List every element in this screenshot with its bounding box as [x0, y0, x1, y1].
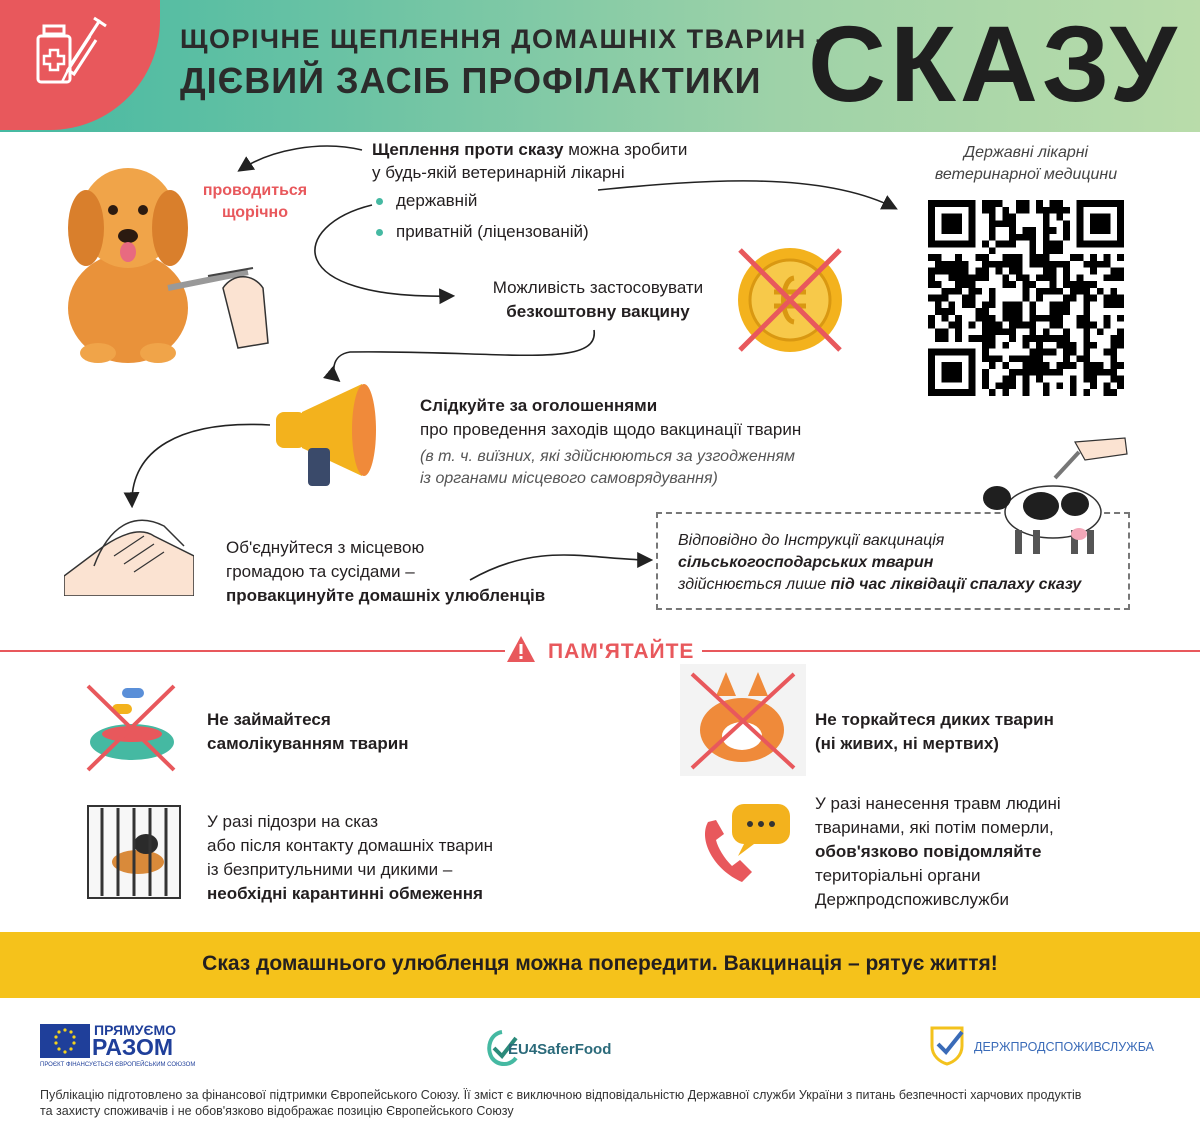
eu-flag-icon — [40, 1024, 90, 1058]
cow-illustration — [975, 434, 1135, 559]
qr-caption — [900, 142, 1152, 186]
community-line2: громадою та сусідами – — [226, 562, 415, 581]
tip-report-line1: У разі нанесення травм людині — [815, 794, 1061, 813]
tip-report-line5: Держпродспоживслужби — [815, 890, 1010, 909]
announcements-note1: (в т. ч. виїзних, які здійснюються за узгодженням — [420, 448, 795, 465]
free-vaccine-line1: Можливість застосовувати — [492, 278, 704, 297]
bullet-dot — [376, 229, 383, 236]
eu-logo-line2: РАЗОМ — [92, 1034, 174, 1060]
qr-caption-line2: ветеринарної медицини — [934, 166, 1118, 183]
free-vaccine-line2: безкоштовну вакцину — [506, 302, 690, 321]
dog-note — [190, 180, 320, 224]
tip-wild-line1: Не торкайтеся диких тварин — [815, 710, 1054, 729]
clinics-intro-rest: можна зробити — [563, 140, 688, 159]
warning-icon — [505, 634, 537, 664]
announcements-note2: із органами місцевого самоврядування) — [420, 470, 718, 487]
tip-self-treat — [207, 708, 408, 756]
announcements — [420, 394, 801, 442]
dps-shield-icon — [928, 1024, 966, 1066]
caged-dog-icon — [86, 804, 182, 900]
slogan-text: Сказ домашнього улюбленця можна попередити. Вакцинація – рятує життя! — [202, 952, 998, 975]
eu4saferfood-logo: EU4SaferFood — [508, 1041, 612, 1058]
clinics-intro-bold: Щеплення проти сказу — [372, 140, 564, 159]
tip-report-line4: територіальні органи — [815, 866, 981, 885]
header-title-line2: ДІЄВИЙ ЗАСІБ ПРОФІЛАКТИКИ — [180, 60, 762, 101]
dog-note-line2: щорічно — [221, 204, 288, 221]
tip-self-treat-line2: самолікуванням тварин — [207, 734, 409, 753]
dog-note-line1: проводиться — [202, 182, 308, 199]
tip-wild — [815, 708, 1054, 756]
tip-wild-line2: (ні живих, ні мертвих) — [815, 734, 999, 753]
livestock-line3a: здійснюється лише — [678, 576, 831, 593]
remember-title: ПАМ'ЯТАЙТЕ — [548, 640, 695, 663]
crossed-fox-icon — [680, 664, 806, 776]
tip-quarantine-line4: необхідні карантинні обмеження — [207, 884, 483, 903]
announcements-note — [420, 446, 795, 490]
header-title-line1: ЩОРІЧНЕ ЩЕПЛЕННЯ ДОМАШНІХ ТВАРИН – — [180, 24, 833, 54]
disclaimer-line2: та захисту споживачів і не обов'язково відображає позицію Європейського Союзу — [40, 1104, 514, 1118]
divider-left — [0, 650, 505, 652]
clinics-intro — [372, 138, 687, 162]
tip-report — [815, 792, 1061, 912]
crossed-coin-icon — [730, 240, 850, 360]
clinics-intro-line2: у будь-якій ветеринарній лікарні — [372, 163, 625, 182]
slogan-band — [0, 932, 1200, 998]
clinics-bullet1: державній — [396, 191, 478, 210]
tip-report-line2: тваринами, які потім померли, — [815, 818, 1054, 837]
free-vaccine — [430, 276, 766, 324]
announcements-line2: про проведення заходів щодо вакцинації тварин — [420, 420, 802, 439]
megaphone-icon — [272, 374, 392, 494]
qr-code[interactable] — [928, 200, 1124, 396]
header-title-big: СКАЗУ — [808, 3, 1181, 124]
announcements-title: Слідкуйте за оголошеннями — [420, 396, 658, 415]
clinics-bullet2: приватній (ліцензованій) — [396, 222, 589, 241]
tip-quarantine-line2: або після контакту домашніх тварин — [207, 836, 494, 855]
tip-quarantine-line3: із безпритульними чи дикими – — [207, 860, 453, 879]
community-line1: Об'єднуйтеся з місцевою — [226, 538, 425, 557]
tip-quarantine-line1: У разі підозри на сказ — [207, 812, 379, 831]
qr-caption-line1: Державні лікарні — [963, 144, 1089, 161]
phone-chat-icon — [694, 800, 794, 890]
eu-logo-line1: ПРЯМУЄМО — [94, 1022, 176, 1038]
divider-right — [702, 650, 1200, 652]
livestock-line1: Відповідно до Інструкції вакцинація — [678, 532, 945, 549]
crossed-pills-bowl-icon — [82, 680, 180, 776]
community-line3: провакцинуйте домашніх улюбленців — [226, 586, 546, 605]
tip-self-treat-line1: Не займайтеся — [207, 710, 331, 729]
dps-logo: ДЕРЖПРОДСПОЖИВСЛУЖБА — [974, 1040, 1154, 1054]
disclaimer — [40, 1087, 1170, 1119]
disclaimer-line1: Публікацію підготовлено за фінансової підтримки Європейського Союзу. Її зміст є виключною відповідальністю Державної служби України з питань безпечності харчових продуктів — [40, 1088, 1082, 1102]
tip-report-line3: обов'язково повідомляйте — [815, 842, 1042, 861]
livestock-line3b: під час ліквідації спалаху сказу — [830, 576, 1082, 593]
community — [226, 536, 545, 608]
livestock-line2: сільськогосподарських тварин — [678, 554, 934, 571]
bullet-dot — [376, 198, 383, 205]
handshake-icon — [64, 506, 194, 596]
eu-logo-small: ПРОЄКТ ФІНАНСУЄТЬСЯ ЄВРОПЕЙСЬКИМ СОЮЗОМ — [40, 1062, 196, 1068]
tip-quarantine — [207, 810, 493, 906]
